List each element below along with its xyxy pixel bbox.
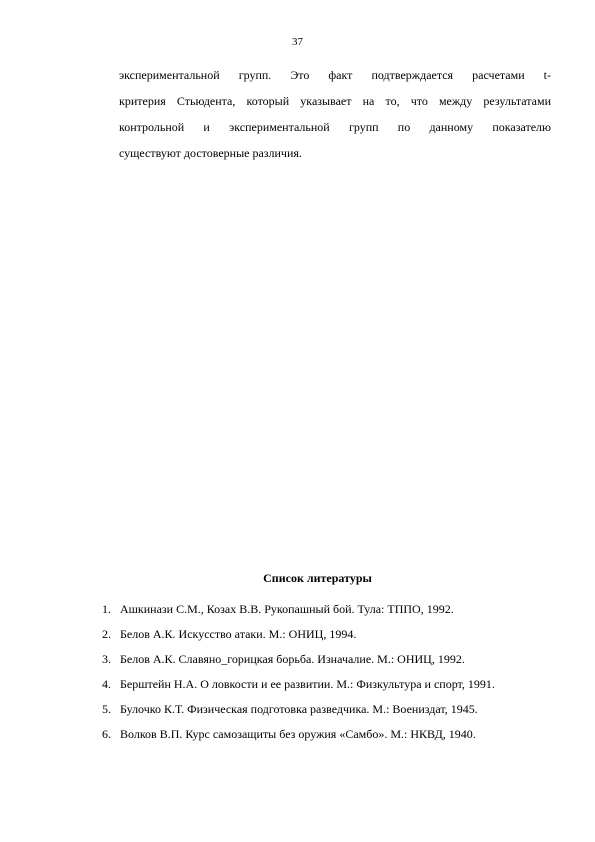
- reference-number: 1.: [102, 602, 111, 616]
- reference-text: Ашкинази С.М., Козах В.В. Рукопашный бой. Тула: ТППО, 1992.: [120, 602, 454, 616]
- reference-text: Белов А.К. Славяно_горицкая борьба. Изначалие. М.: ОНИЦ, 1992.: [120, 652, 465, 666]
- references-title: Список литературы: [263, 571, 372, 585]
- reference-text: Булочко К.Т. Физическая подготовка разведчика. М.: Воениздат, 1945.: [120, 702, 478, 716]
- references-list: [102, 597, 552, 747]
- reference-number: 5.: [102, 702, 111, 716]
- reference-number: 3.: [102, 652, 111, 666]
- reference-number: 4.: [102, 677, 111, 691]
- reference-number: 6.: [102, 727, 111, 741]
- reference-text: Волков В.П. Курс самозащиты без оружия «Самбо». М.: НКВД, 1940.: [120, 727, 476, 741]
- reference-number: 2.: [102, 627, 111, 641]
- reference-text: Белов А.К. Искусство атаки. М.: ОНИЦ, 1994.: [120, 627, 357, 641]
- body-paragraph: [119, 62, 551, 166]
- page-number: 37: [292, 36, 303, 48]
- paragraph-line: критерия Стьюдента, который указывает на то, что между результатами: [119, 94, 551, 108]
- reference-item: [102, 647, 552, 672]
- reference-item: [102, 597, 552, 622]
- reference-item: [102, 722, 552, 747]
- paragraph-line: существуют достоверные различия.: [119, 146, 302, 160]
- paragraph-line: экспериментальной групп. Это факт подтверждается расчетами t-: [119, 68, 551, 82]
- paragraph-line: контрольной и экспериментальной групп по данному показателю: [119, 120, 551, 134]
- reference-item: [102, 672, 552, 697]
- reference-item: [102, 622, 552, 647]
- reference-text: Берштейн Н.А. О ловкости и ее развитии. М.: Физкультура и спорт, 1991.: [120, 677, 495, 691]
- reference-item: [102, 697, 552, 722]
